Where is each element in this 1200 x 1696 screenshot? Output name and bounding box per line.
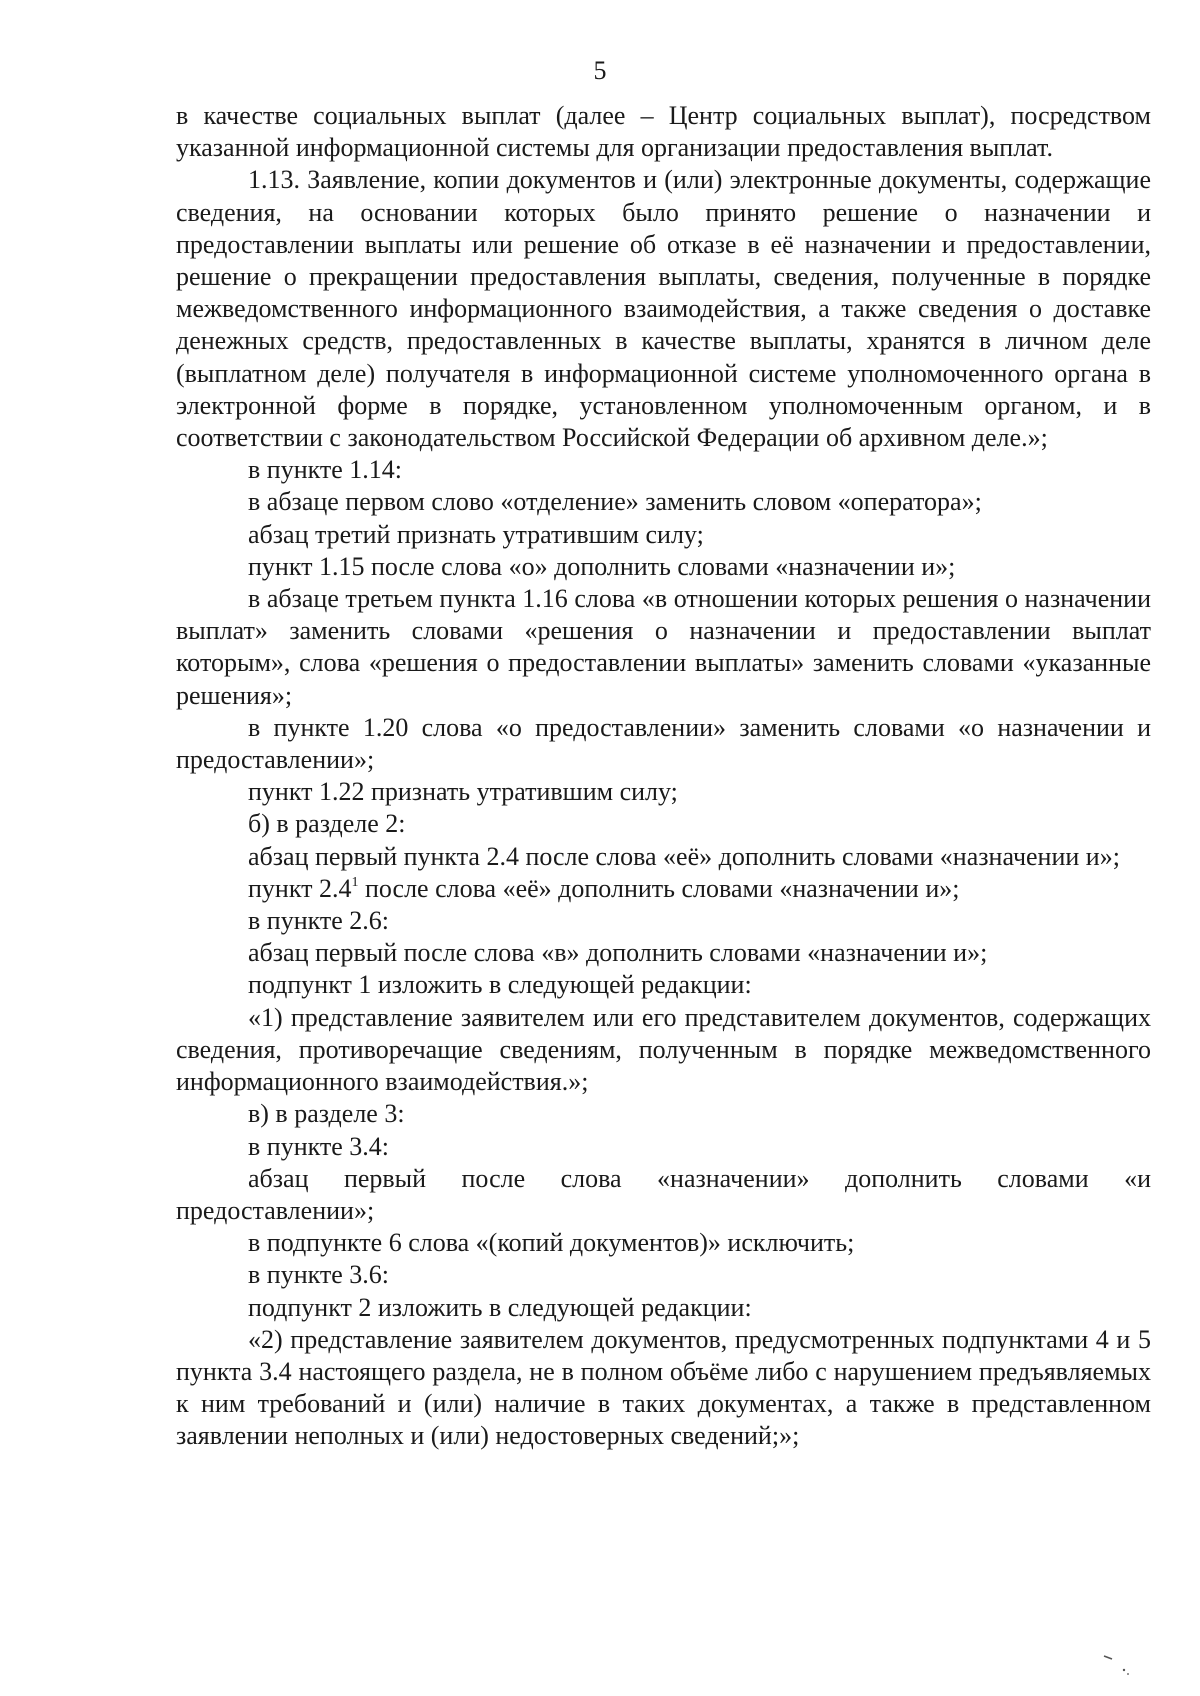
paragraph: «1) представление заявителем или его представителем документов, содержащих сведения, противоречащие сведениям, полученным в порядке межведомственного информационного взаимодействия.»; [176, 1002, 1151, 1097]
paragraph: в пункте 3.4: [248, 1131, 390, 1161]
paragraph-1-13: 1.13. Заявление, копии документов и (или) электронные документы, содержащие сведения, на основании которых было принято решение о назначении и предоставлении выплаты или решение об отказе в её назначении и предоставлении, решение о прекращении предоставления выплаты, сведения, полученные в порядке межведомственного информационного взаимодействия, а также сведения о доставке денежных средств, предоставленных в качестве выплаты, хранятся в личном деле (выплатном деле) получателя в информационной системе уполномоченного органа в электронной форме в порядке, установленном уполномоченным органом, и в соответствии с законодательством Российской Федерации об архивном деле.»; [176, 165, 1151, 453]
paragraph: в абзаце третьем пункта 1.16 слова «в отношении которых решения о назначении выплат» заменить словами «решения о назначении и предоставлении выплат которым», слова «решения о предоставлении выплаты» заменить словами «указанные решения»; [176, 584, 1151, 710]
paragraph-with-superscript [176, 873, 1151, 905]
paragraph: б) в разделе 2: [248, 809, 406, 839]
paragraph: в пункте 3.6: [248, 1260, 390, 1290]
page-number: 5 [593, 56, 607, 85]
paragraph: абзац третий признать утратившим силу; [248, 519, 704, 549]
scan-specks [1100, 1650, 1140, 1680]
superscript: 1 [351, 874, 359, 890]
paragraph: в подпункте 6 слова «(копий документов)» исключить; [248, 1228, 855, 1258]
paragraph-text: после слова «её» дополнить словами «назначении и»; [358, 873, 960, 903]
paragraph: в абзаце первом слово «отделение» заменить словом «оператора»; [248, 487, 982, 517]
document-body [176, 100, 1151, 1453]
paragraph: пункт 1.15 после слова «о» дополнить словами «назначении и»; [248, 551, 956, 581]
paragraph-continuation: в качестве социальных выплат (далее – Центр социальных выплат), посредством указанной информационной системы для организации предоставления выплат. [176, 101, 1151, 163]
paragraph: в пункте 1.14: [248, 455, 403, 485]
paragraph: подпункт 2 изложить в следующей редакции: [248, 1292, 752, 1322]
paragraph: «2) представление заявителем документов, предусмотренных подпунктами 4 и 5 пункта 3.4 настоящего раздела, не в полном объёме либо с нарушением предъявляемых к ним требований и (или) наличие в таких документах, а также в представленном заявлении неполных и (или) недостоверных сведений;»; [176, 1324, 1151, 1451]
paragraph: абзац первый после слова «в» дополнить словами «назначении и»; [248, 938, 988, 968]
paragraph: пункт 1.22 признать утратившим силу; [248, 777, 678, 807]
paragraph: в) в разделе 3: [248, 1099, 405, 1129]
paragraph: подпункт 1 изложить в следующей редакции: [248, 970, 752, 1000]
paragraph: в пункте 1.20 слова «о предоставлении» заменить словами «о назначении и предоставлении»; [176, 712, 1151, 775]
paragraph: в пункте 2.6: [248, 906, 390, 936]
paragraph: абзац первый после слова «назначении» дополнить словами «и предоставлении»; [176, 1163, 1151, 1225]
paragraph: абзац первый пункта 2.4 после слова «её» дополнить словами «назначении и»; [248, 841, 1120, 871]
paragraph-text: пункт 2.4 [248, 873, 352, 903]
